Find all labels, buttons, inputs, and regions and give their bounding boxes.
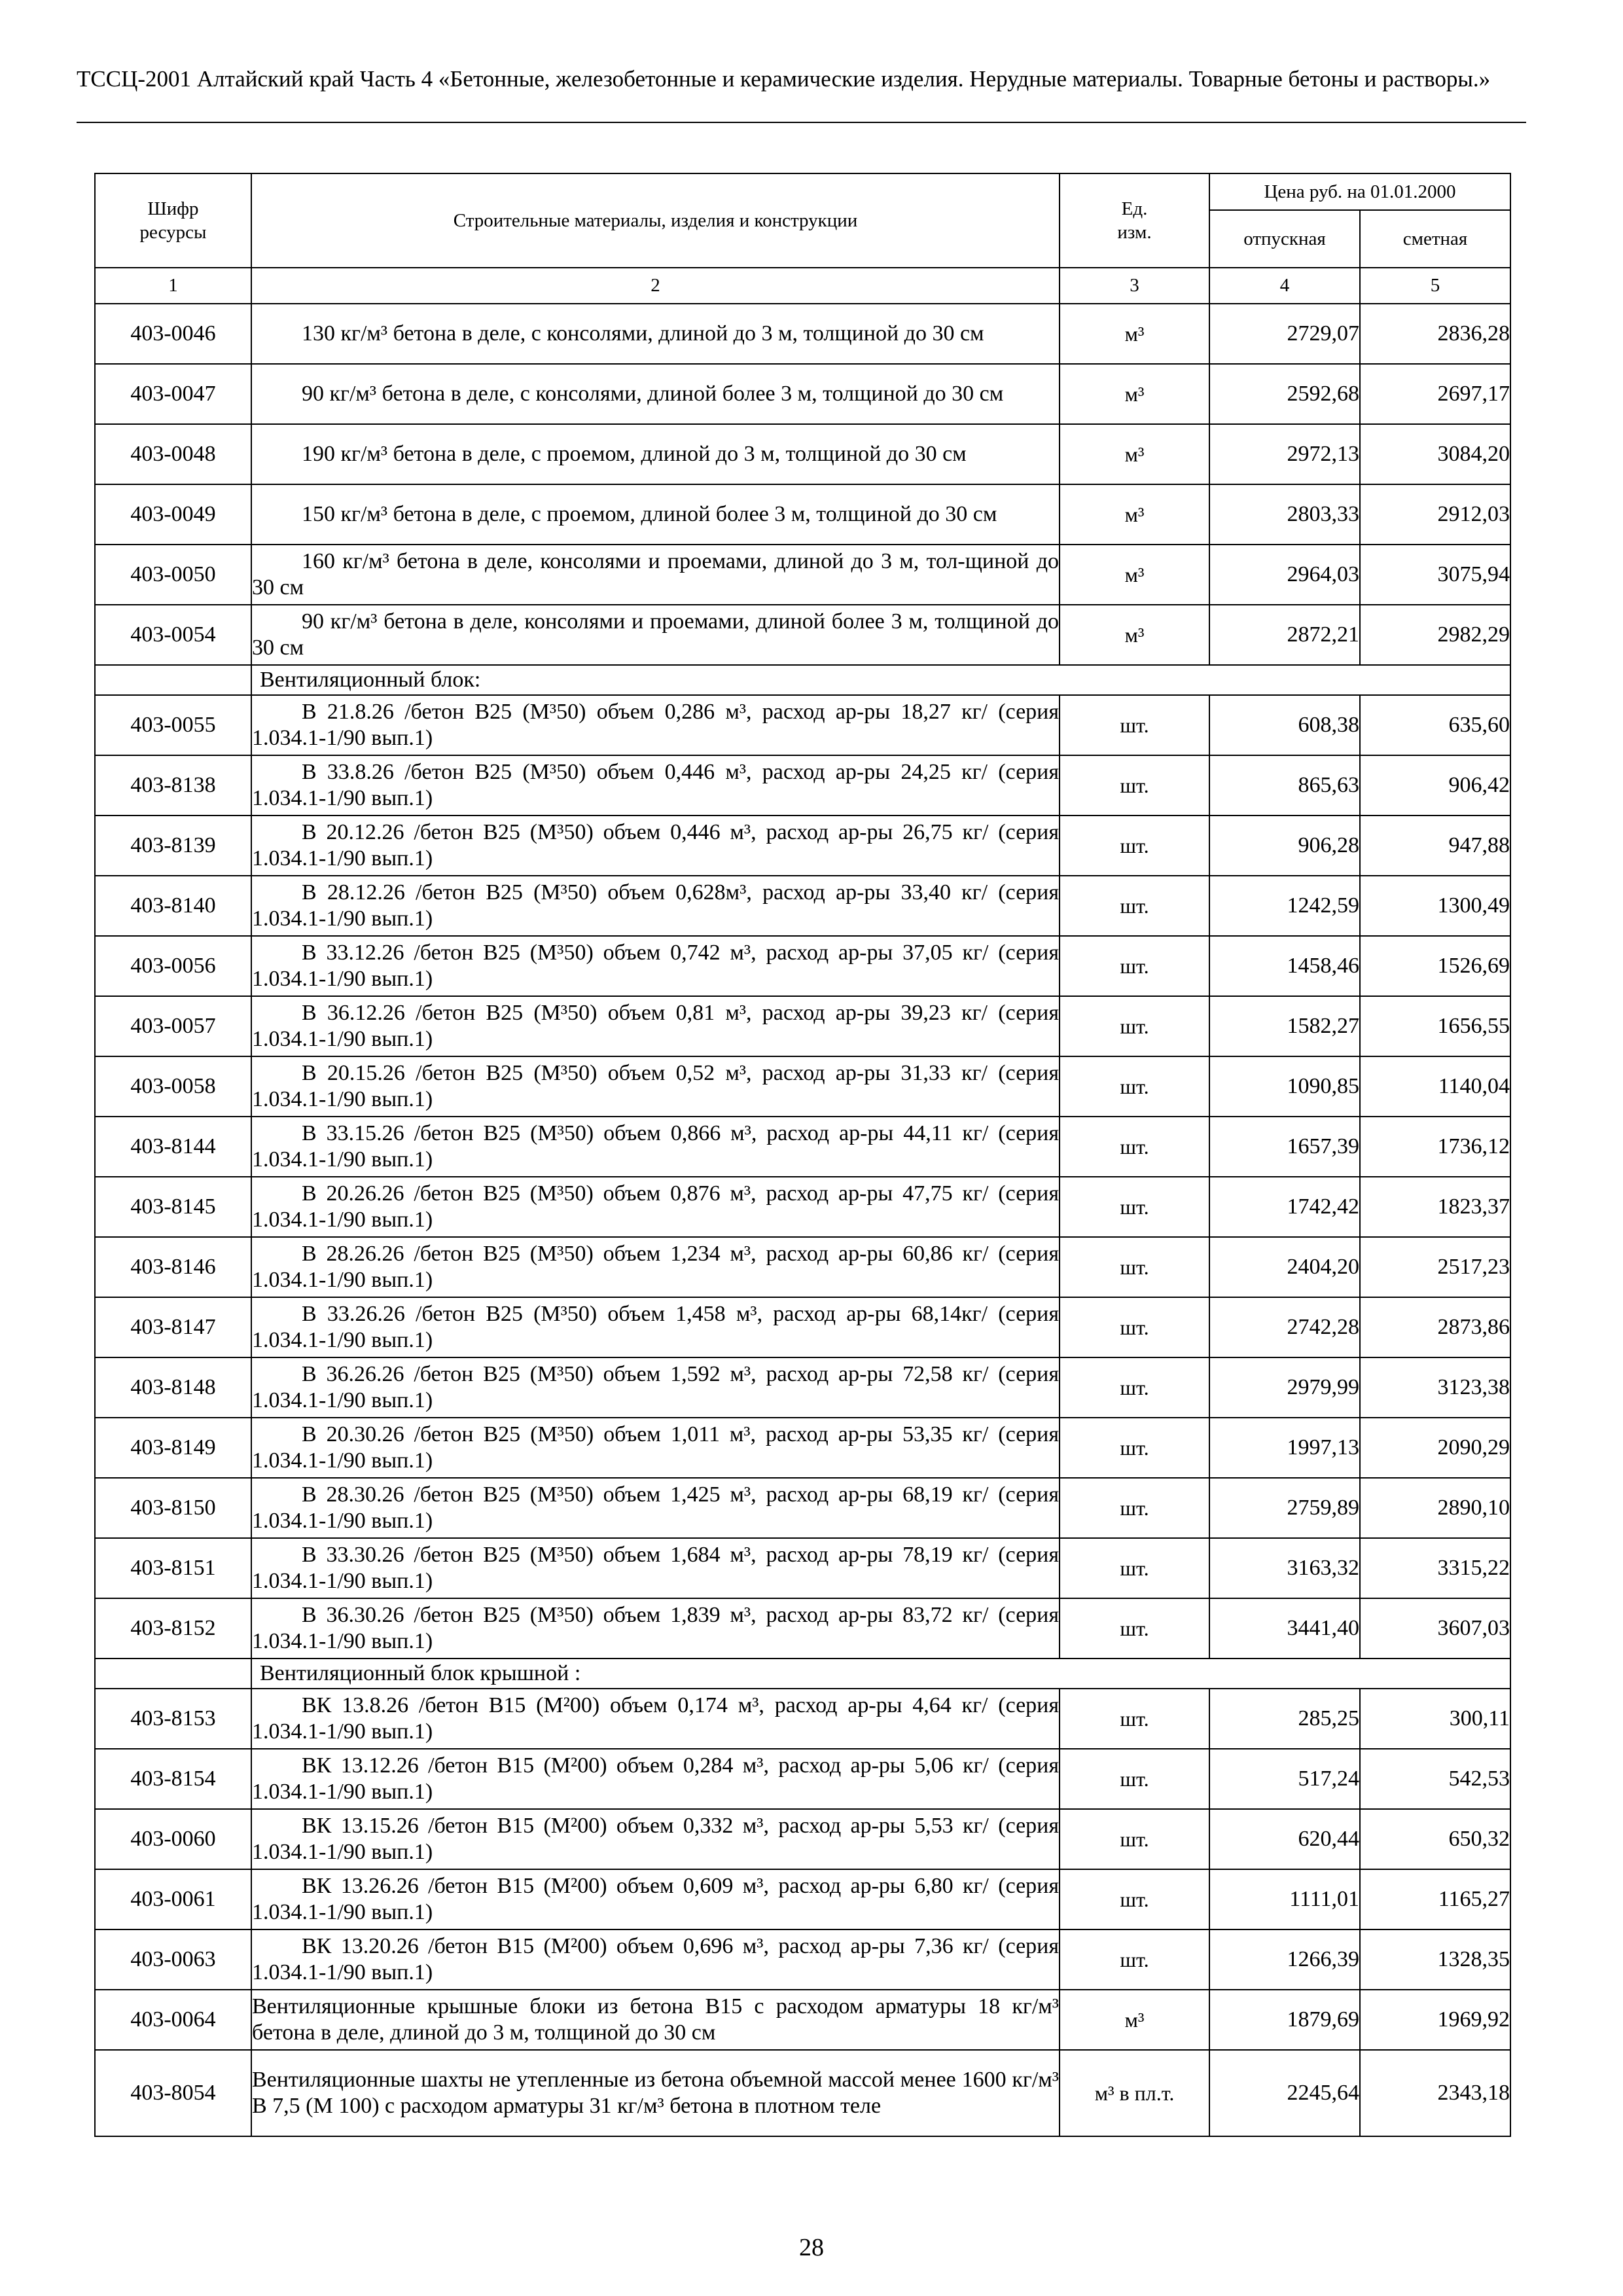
- estimate-price-cell: 3084,20: [1360, 424, 1510, 484]
- release-price-cell: 3163,32: [1209, 1538, 1360, 1598]
- table-row: [95, 1117, 1510, 1177]
- code-cell: 403-0049: [95, 484, 251, 545]
- release-price-cell: 1657,39: [1209, 1117, 1360, 1177]
- unit-cell: шт.: [1060, 1056, 1209, 1117]
- code-cell: 403-0061: [95, 1869, 251, 1929]
- description-cell: В 28.30.26 /бетон В25 (М³50) объем 1,425 м³, расход ар-ры 68,19 кг/ (серия 1.034.1-1/90 вып.1): [251, 1478, 1060, 1538]
- code-cell: 403-0060: [95, 1809, 251, 1869]
- estimate-price-cell: 2090,29: [1360, 1418, 1510, 1478]
- estimate-price-cell: 650,32: [1360, 1809, 1510, 1869]
- code-cell: 403-0050: [95, 545, 251, 605]
- unit-cell: шт.: [1060, 1177, 1209, 1237]
- estimate-price-cell: 3123,38: [1360, 1357, 1510, 1418]
- release-price-cell: 2979,99: [1209, 1357, 1360, 1418]
- release-price-cell: 1266,39: [1209, 1929, 1360, 1990]
- header-code-text: Шифр ресурсы: [139, 198, 207, 243]
- release-price-cell: 285,25: [1209, 1689, 1360, 1749]
- code-cell: 403-0046: [95, 304, 251, 364]
- table-row: [95, 1598, 1510, 1659]
- release-price-cell: 2964,03: [1209, 545, 1360, 605]
- description-cell: Вентиляционные шахты не утепленные из бетона объемной массой менее 1600 кг/м³ В 7,5 (М 100) с расходом арматуры 31 кг/м³ бетона в плотном теле: [251, 2050, 1060, 2136]
- unit-cell: шт.: [1060, 876, 1209, 936]
- code-cell: 403-0058: [95, 1056, 251, 1117]
- code-cell: 403-8152: [95, 1598, 251, 1659]
- code-cell: 403-8153: [95, 1689, 251, 1749]
- release-price-cell: 3441,40: [1209, 1598, 1360, 1659]
- estimate-price-cell: 1969,92: [1360, 1990, 1510, 2050]
- estimate-price-cell: 1300,49: [1360, 876, 1510, 936]
- release-price-cell: 2872,21: [1209, 605, 1360, 665]
- code-cell: 403-0063: [95, 1929, 251, 1990]
- table-row: [95, 364, 1510, 424]
- table-row: [95, 304, 1510, 364]
- table-row: [95, 1297, 1510, 1357]
- col-number: 2: [251, 268, 1060, 304]
- unit-cell: м³: [1060, 364, 1209, 424]
- description-cell: 150 кг/м³ бетона в деле, с проемом, длиной более 3 м, толщиной до 30 см: [251, 484, 1060, 545]
- description-cell: В 36.26.26 /бетон В25 (М³50) объем 1,592 м³, расход ар-ры 72,58 кг/ (серия 1.034.1-1/90 вып.1): [251, 1357, 1060, 1418]
- estimate-price-cell: 1140,04: [1360, 1056, 1510, 1117]
- estimate-price-cell: 2890,10: [1360, 1478, 1510, 1538]
- price-table: [94, 173, 1511, 2137]
- estimate-price-cell: 1736,12: [1360, 1117, 1510, 1177]
- estimate-price-cell: 542,53: [1360, 1749, 1510, 1809]
- table-row: [95, 1749, 1510, 1809]
- release-price-cell: 517,24: [1209, 1749, 1360, 1809]
- release-price-cell: 865,63: [1209, 755, 1360, 816]
- code-cell: 403-8146: [95, 1237, 251, 1297]
- table-row: [95, 1056, 1510, 1117]
- description-cell: 90 кг/м³ бетона в деле, консолями и проемами, длиной более 3 м, толщиной до 30 см: [251, 605, 1060, 665]
- table-row: [95, 876, 1510, 936]
- release-price-cell: 1111,01: [1209, 1869, 1360, 1929]
- description-cell: ВК 13.20.26 /бетон В15 (М²00) объем 0,696 м³, расход ар-ры 7,36 кг/ (серия 1.034.1-1/90 вып.1): [251, 1929, 1060, 1990]
- unit-cell: шт.: [1060, 1689, 1209, 1749]
- table-row: [95, 1538, 1510, 1598]
- table-body: [95, 304, 1510, 2136]
- code-cell: 403-8139: [95, 816, 251, 876]
- release-price-cell: 1090,85: [1209, 1056, 1360, 1117]
- unit-cell: шт.: [1060, 1418, 1209, 1478]
- description-cell: ВК 13.8.26 /бетон В15 (М²00) объем 0,174 м³, расход ар-ры 4,64 кг/ (серия 1.034.1-1/90 вып.1): [251, 1689, 1060, 1749]
- header-code: [95, 173, 251, 268]
- group-code-cell: [95, 665, 251, 695]
- release-price-cell: 2803,33: [1209, 484, 1360, 545]
- description-cell: 190 кг/м³ бетона в деле, с проемом, длиной до 3 м, толщиной до 30 см: [251, 424, 1060, 484]
- col-number: 4: [1209, 268, 1360, 304]
- description-cell: В 21.8.26 /бетон В25 (М³50) объем 0,286 м³, расход ар-ры 18,27 кг/ (серия 1.034.1-1/90 вып.1): [251, 695, 1060, 755]
- unit-cell: м³: [1060, 424, 1209, 484]
- code-cell: 403-0057: [95, 996, 251, 1056]
- estimate-price-cell: 2982,29: [1360, 605, 1510, 665]
- table-row: [95, 936, 1510, 996]
- description-cell: В 36.30.26 /бетон В25 (М³50) объем 1,839 м³, расход ар-ры 83,72 кг/ (серия 1.034.1-1/90 вып.1): [251, 1598, 1060, 1659]
- unit-cell: шт.: [1060, 695, 1209, 755]
- unit-cell: шт.: [1060, 1538, 1209, 1598]
- code-cell: 403-0064: [95, 1990, 251, 2050]
- estimate-price-cell: 2697,17: [1360, 364, 1510, 424]
- group-label: Вентиляционный блок:: [251, 665, 1510, 695]
- estimate-price-cell: 635,60: [1360, 695, 1510, 755]
- table-row: [95, 1869, 1510, 1929]
- table-row: [95, 2050, 1510, 2136]
- unit-cell: шт.: [1060, 755, 1209, 816]
- release-price-cell: 1997,13: [1209, 1418, 1360, 1478]
- release-price-cell: 906,28: [1209, 816, 1360, 876]
- header-estimate: сметная: [1360, 210, 1510, 268]
- unit-cell: шт.: [1060, 936, 1209, 996]
- estimate-price-cell: 300,11: [1360, 1689, 1510, 1749]
- unit-cell: м³: [1060, 304, 1209, 364]
- description-cell: В 33.12.26 /бетон В25 (М³50) объем 0,742 м³, расход ар-ры 37,05 кг/ (серия 1.034.1-1/90 вып.1): [251, 936, 1060, 996]
- release-price-cell: 2245,64: [1209, 2050, 1360, 2136]
- code-cell: 403-8148: [95, 1357, 251, 1418]
- code-cell: 403-8151: [95, 1538, 251, 1598]
- unit-cell: шт.: [1060, 1297, 1209, 1357]
- header-name: Строительные материалы, изделия и конструкции: [251, 173, 1060, 268]
- page-number: 28: [799, 2234, 824, 2261]
- group-row: [95, 665, 1510, 695]
- table-row: [95, 1478, 1510, 1538]
- release-price-cell: 2742,28: [1209, 1297, 1360, 1357]
- table-row: [95, 1809, 1510, 1869]
- release-price-cell: 1742,42: [1209, 1177, 1360, 1237]
- description-cell: В 28.26.26 /бетон В25 (М³50) объем 1,234 м³, расход ар-ры 60,86 кг/ (серия 1.034.1-1/90 вып.1): [251, 1237, 1060, 1297]
- table-row: [95, 1418, 1510, 1478]
- description-cell: В 33.26.26 /бетон В25 (М³50) объем 1,458 м³, расход ар-ры 68,14кг/ (серия 1.034.1-1/90 вып.1): [251, 1297, 1060, 1357]
- estimate-price-cell: 3607,03: [1360, 1598, 1510, 1659]
- description-cell: 130 кг/м³ бетона в деле, с консолями, длиной до 3 м, толщиной до 30 см: [251, 304, 1060, 364]
- estimate-price-cell: 3075,94: [1360, 545, 1510, 605]
- description-cell: В 28.12.26 /бетон В25 (М³50) объем 0,628м³, расход ар-ры 33,40 кг/ (серия 1.034.1-1/90 вып.1): [251, 876, 1060, 936]
- col-number: 3: [1060, 268, 1209, 304]
- unit-cell: шт.: [1060, 1869, 1209, 1929]
- table-row: [95, 424, 1510, 484]
- estimate-price-cell: 1526,69: [1360, 936, 1510, 996]
- description-cell: В 36.12.26 /бетон В25 (М³50) объем 0,81 м³, расход ар-ры 39,23 кг/ (серия 1.034.1-1/90 вып.1): [251, 996, 1060, 1056]
- unit-cell: м³: [1060, 545, 1209, 605]
- unit-cell: шт.: [1060, 1598, 1209, 1659]
- code-cell: 403-8150: [95, 1478, 251, 1538]
- code-cell: 403-0054: [95, 605, 251, 665]
- estimate-price-cell: 906,42: [1360, 755, 1510, 816]
- header-unit: [1060, 173, 1209, 268]
- release-price-cell: 2404,20: [1209, 1237, 1360, 1297]
- release-price-cell: 608,38: [1209, 695, 1360, 755]
- description-cell: 160 кг/м³ бетона в деле, консолями и проемами, длиной до 3 м, тол-щиной до 30 см: [251, 545, 1060, 605]
- release-price-cell: 1242,59: [1209, 876, 1360, 936]
- table-row: [95, 1177, 1510, 1237]
- table-row: [95, 484, 1510, 545]
- estimate-price-cell: 2517,23: [1360, 1237, 1510, 1297]
- group-code-cell: [95, 1659, 251, 1689]
- code-cell: 403-8054: [95, 2050, 251, 2136]
- description-cell: В 20.30.26 /бетон В25 (М³50) объем 1,011 м³, расход ар-ры 53,35 кг/ (серия 1.034.1-1/90 вып.1): [251, 1418, 1060, 1478]
- description-cell: Вентиляционные крышные блоки из бетона В15 с расходом арматуры 18 кг/м³ бетона в деле, длиной до 3 м, толщиной до 30 см: [251, 1990, 1060, 2050]
- release-price-cell: 2729,07: [1209, 304, 1360, 364]
- unit-cell: шт.: [1060, 1357, 1209, 1418]
- unit-cell: шт.: [1060, 1117, 1209, 1177]
- description-cell: В 20.26.26 /бетон В25 (М³50) объем 0,876 м³, расход ар-ры 47,75 кг/ (серия 1.034.1-1/90 вып.1): [251, 1177, 1060, 1237]
- table-row: [95, 996, 1510, 1056]
- description-cell: В 33.8.26 /бетон В25 (М³50) объем 0,446 м³, расход ар-ры 24,25 кг/ (серия 1.034.1-1/90 вып.1): [251, 755, 1060, 816]
- description-cell: ВК 13.12.26 /бетон В15 (М²00) объем 0,284 м³, расход ар-ры 5,06 кг/ (серия 1.034.1-1/90 вып.1): [251, 1749, 1060, 1809]
- unit-cell: м³: [1060, 484, 1209, 545]
- description-cell: В 20.12.26 /бетон В25 (М³50) объем 0,446 м³, расход ар-ры 26,75 кг/ (серия 1.034.1-1/90 вып.1): [251, 816, 1060, 876]
- unit-cell: шт.: [1060, 996, 1209, 1056]
- release-price-cell: 1582,27: [1209, 996, 1360, 1056]
- code-cell: 403-0056: [95, 936, 251, 996]
- unit-cell: м³ в пл.т.: [1060, 2050, 1209, 2136]
- description-cell: В 33.15.26 /бетон В25 (М³50) объем 0,866 м³, расход ар-ры 44,11 кг/ (серия 1.034.1-1/90 вып.1): [251, 1117, 1060, 1177]
- table-row: [95, 1237, 1510, 1297]
- release-price-cell: 1458,46: [1209, 936, 1360, 996]
- code-cell: 403-0048: [95, 424, 251, 484]
- release-price-cell: 2759,89: [1209, 1478, 1360, 1538]
- table-row: [95, 1929, 1510, 1990]
- unit-cell: шт.: [1060, 1749, 1209, 1809]
- code-cell: 403-8144: [95, 1117, 251, 1177]
- estimate-price-cell: 2912,03: [1360, 484, 1510, 545]
- header-price-group: Цена руб. на 01.01.2000: [1209, 173, 1510, 210]
- release-price-cell: 2972,13: [1209, 424, 1360, 484]
- table-row: [95, 1357, 1510, 1418]
- unit-cell: шт.: [1060, 1237, 1209, 1297]
- estimate-price-cell: 2873,86: [1360, 1297, 1510, 1357]
- table-row: [95, 755, 1510, 816]
- estimate-price-cell: 1656,55: [1360, 996, 1510, 1056]
- estimate-price-cell: 1328,35: [1360, 1929, 1510, 1990]
- table-row: [95, 816, 1510, 876]
- group-row: [95, 1659, 1510, 1689]
- code-cell: 403-8145: [95, 1177, 251, 1237]
- release-price-cell: 620,44: [1209, 1809, 1360, 1869]
- unit-cell: м³: [1060, 605, 1209, 665]
- unit-cell: шт.: [1060, 1809, 1209, 1869]
- header-release: отпускная: [1209, 210, 1360, 268]
- estimate-price-cell: 3315,22: [1360, 1538, 1510, 1598]
- description-cell: В 20.15.26 /бетон В25 (М³50) объем 0,52 м³, расход ар-ры 31,33 кг/ (серия 1.034.1-1/90 вып.1): [251, 1056, 1060, 1117]
- estimate-price-cell: 1165,27: [1360, 1869, 1510, 1929]
- col-number: 5: [1360, 268, 1510, 304]
- estimate-price-cell: 947,88: [1360, 816, 1510, 876]
- description-cell: ВК 13.15.26 /бетон В15 (М²00) объем 0,332 м³, расход ар-ры 5,53 кг/ (серия 1.034.1-1/90 вып.1): [251, 1809, 1060, 1869]
- table-row: [95, 1689, 1510, 1749]
- running-header: ТССЦ-2001 Алтайский край Часть 4 «Бетонные, железобетонные и керамические изделия. Нерудные материалы. Товарные бетоны и растворы.»: [77, 66, 1491, 92]
- estimate-price-cell: 2836,28: [1360, 304, 1510, 364]
- code-cell: 403-0047: [95, 364, 251, 424]
- unit-cell: шт.: [1060, 1929, 1209, 1990]
- release-price-cell: 2592,68: [1209, 364, 1360, 424]
- code-cell: 403-8138: [95, 755, 251, 816]
- unit-cell: шт.: [1060, 816, 1209, 876]
- code-cell: 403-0055: [95, 695, 251, 755]
- table-row: [95, 545, 1510, 605]
- estimate-price-cell: 1823,37: [1360, 1177, 1510, 1237]
- description-cell: ВК 13.26.26 /бетон В15 (М²00) объем 0,609 м³, расход ар-ры 6,80 кг/ (серия 1.034.1-1/90 вып.1): [251, 1869, 1060, 1929]
- estimate-price-cell: 2343,18: [1360, 2050, 1510, 2136]
- code-cell: 403-8140: [95, 876, 251, 936]
- unit-cell: м³: [1060, 1990, 1209, 2050]
- group-label: Вентиляционный блок крышной :: [251, 1659, 1510, 1689]
- header-unit-text: Ед. изм.: [1117, 198, 1152, 243]
- unit-cell: шт.: [1060, 1478, 1209, 1538]
- code-cell: 403-8147: [95, 1297, 251, 1357]
- table-row: [95, 605, 1510, 665]
- table-row: [95, 1990, 1510, 2050]
- description-cell: 90 кг/м³ бетона в деле, с консолями, длиной более 3 м, толщиной до 30 см: [251, 364, 1060, 424]
- release-price-cell: 1879,69: [1209, 1990, 1360, 2050]
- table-row: [95, 695, 1510, 755]
- description-cell: В 33.30.26 /бетон В25 (М³50) объем 1,684 м³, расход ар-ры 78,19 кг/ (серия 1.034.1-1/90 вып.1): [251, 1538, 1060, 1598]
- col-number: 1: [95, 268, 251, 304]
- header-rule: [77, 122, 1526, 123]
- code-cell: 403-8149: [95, 1418, 251, 1478]
- code-cell: 403-8154: [95, 1749, 251, 1809]
